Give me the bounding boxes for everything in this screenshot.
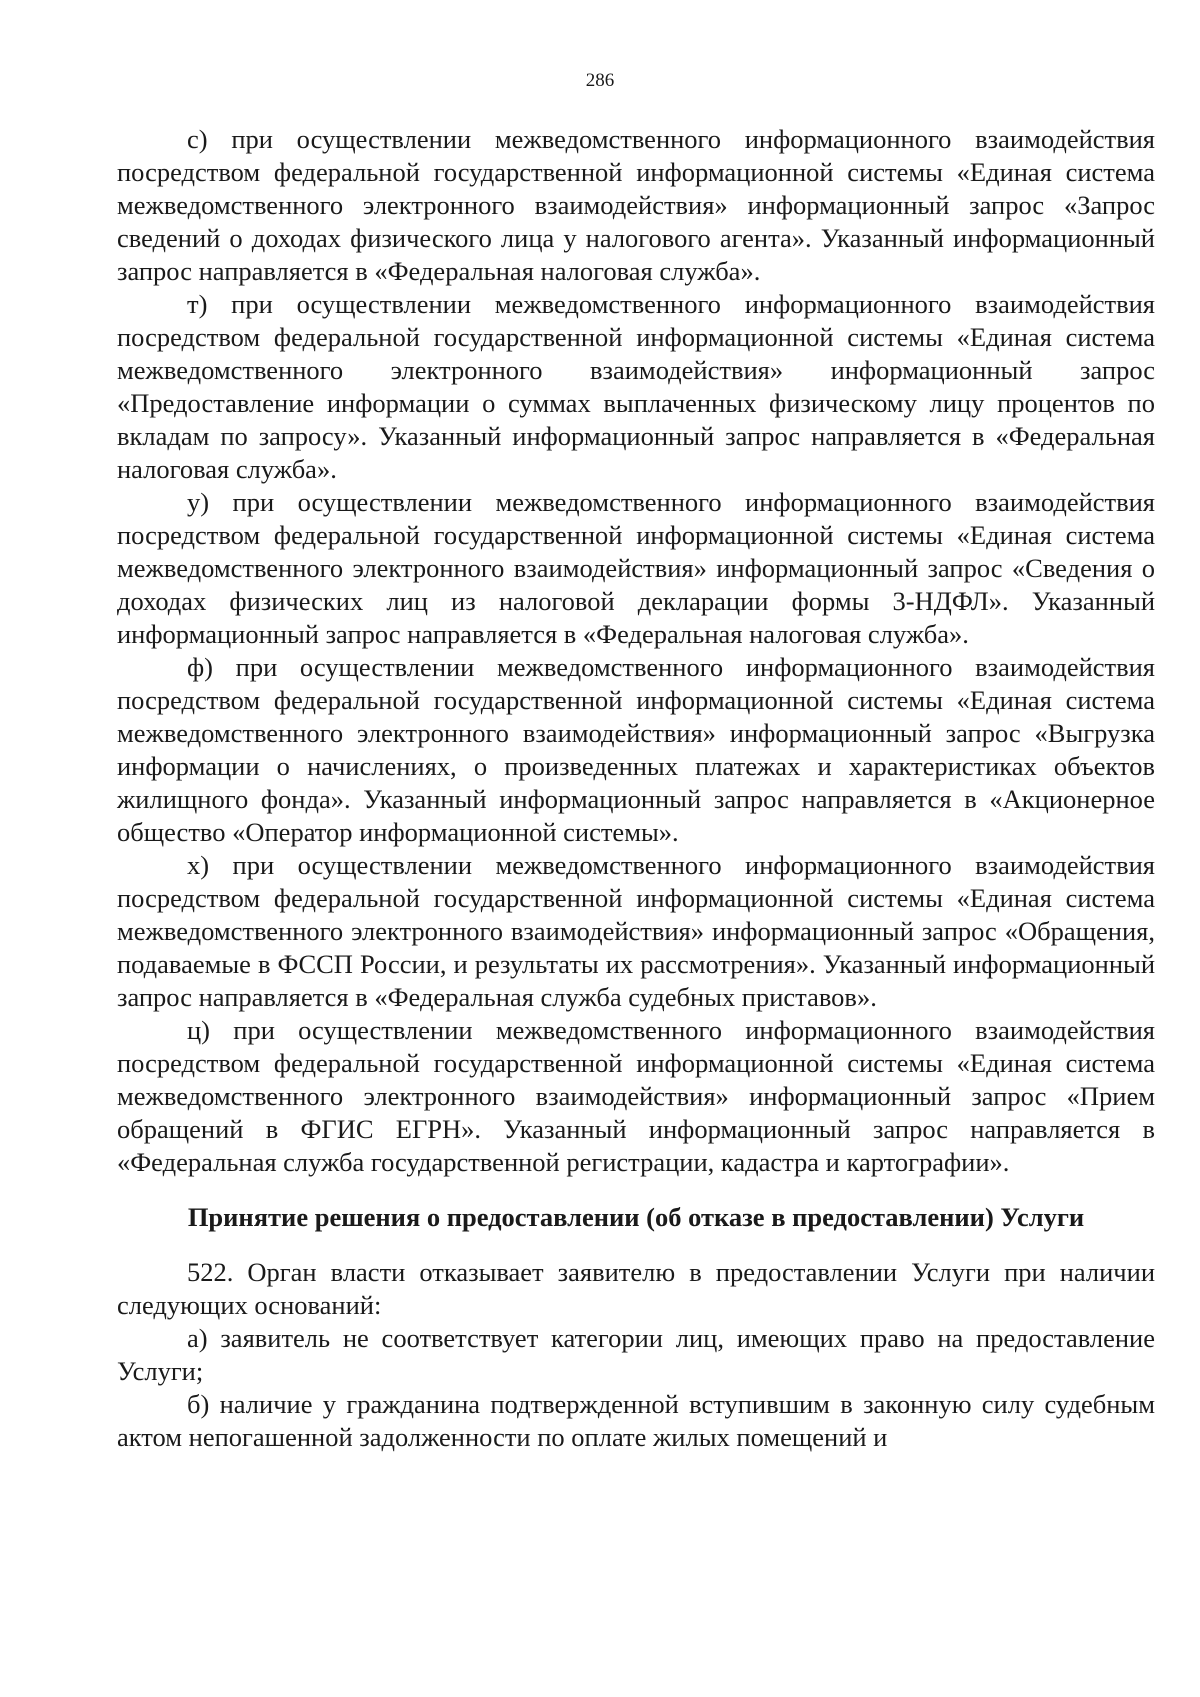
paragraph-u: у) при осуществлении межведомственного информационного взаимодействия посредством федеральной государственной информационной системы «Единая система межведомственного электронного взаимодействия» информационный запрос «Сведения о доходах физических лиц из налоговой декларации формы 3-НДФЛ». Указанный информационный запрос направляется в «Федеральная налоговая служба». [117,487,1155,649]
paragraph-s: с) при осуществлении межведомственного информационного взаимодействия посредством федеральной государственной информационной системы «Единая система межведомственного электронного взаимодействия» информационный запрос «Запрос сведений о доходах физического лица у налогового агента». Указанный информационный запрос направляется в «Федеральная налоговая служба». [117,124,1155,286]
paragraph-t: т) при осуществлении межведомственного информационного взаимодействия посредством федеральной государственной информационной системы «Единая система межведомственного электронного взаимодействия» информационный запрос «Предоставление информации о суммах выплаченных физическому лицу процентов по вкладам по запросу». Указанный информационный запрос направляется в «Федеральная налоговая служба». [117,289,1155,484]
paragraph-b: б) наличие у гражданина подтвержденной вступившим в законную силу судебным актом непогашенной задолженности по оплате жилых помещений и [117,1389,1155,1452]
paragraph-ts: ц) при осуществлении межведомственного информационного взаимодействия посредством федеральной государственной информационной системы «Единая система межведомственного электронного взаимодействия» информационный запрос «Прием обращений в ФГИС ЕГРН». Указанный информационный запрос направляется в «Федеральная служба государственной регистрации, кадастра и картографии». [117,1015,1155,1177]
paragraph-f: ф) при осуществлении межведомственного информационного взаимодействия посредством федеральной государственной информационной системы «Единая система межведомственного электронного взаимодействия» информационный запрос «Выгрузка информации о начислениях, о произведенных платежах и характеристиках объектов жилищного фонда». Указанный информационный запрос направляется в «Акционерное общество «Оператор информационной системы». [117,652,1155,847]
paragraph-522: 522. Орган власти отказывает заявителю в предоставлении Услуги при наличии следующих оснований: [117,1257,1155,1320]
paragraph-kh: х) при осуществлении межведомственного информационного взаимодействия посредством федеральной государственной информационной системы «Единая система межведомственного электронного взаимодействия» информационный запрос «Обращения, подаваемые в ФССП России, и результаты их рассмотрения». Указанный информационный запрос направляется в «Федеральная служба судебных приставов». [117,850,1155,1012]
document-body [117,123,1155,1454]
page-number: 286 [585,70,615,91]
paragraph-a: а) заявитель не соответствует категории лиц, имеющих право на предоставление Услуги; [117,1323,1155,1386]
section-heading: Принятие решения о предоставлении (об отказе в предоставлении) Услуги [187,1202,1085,1232]
